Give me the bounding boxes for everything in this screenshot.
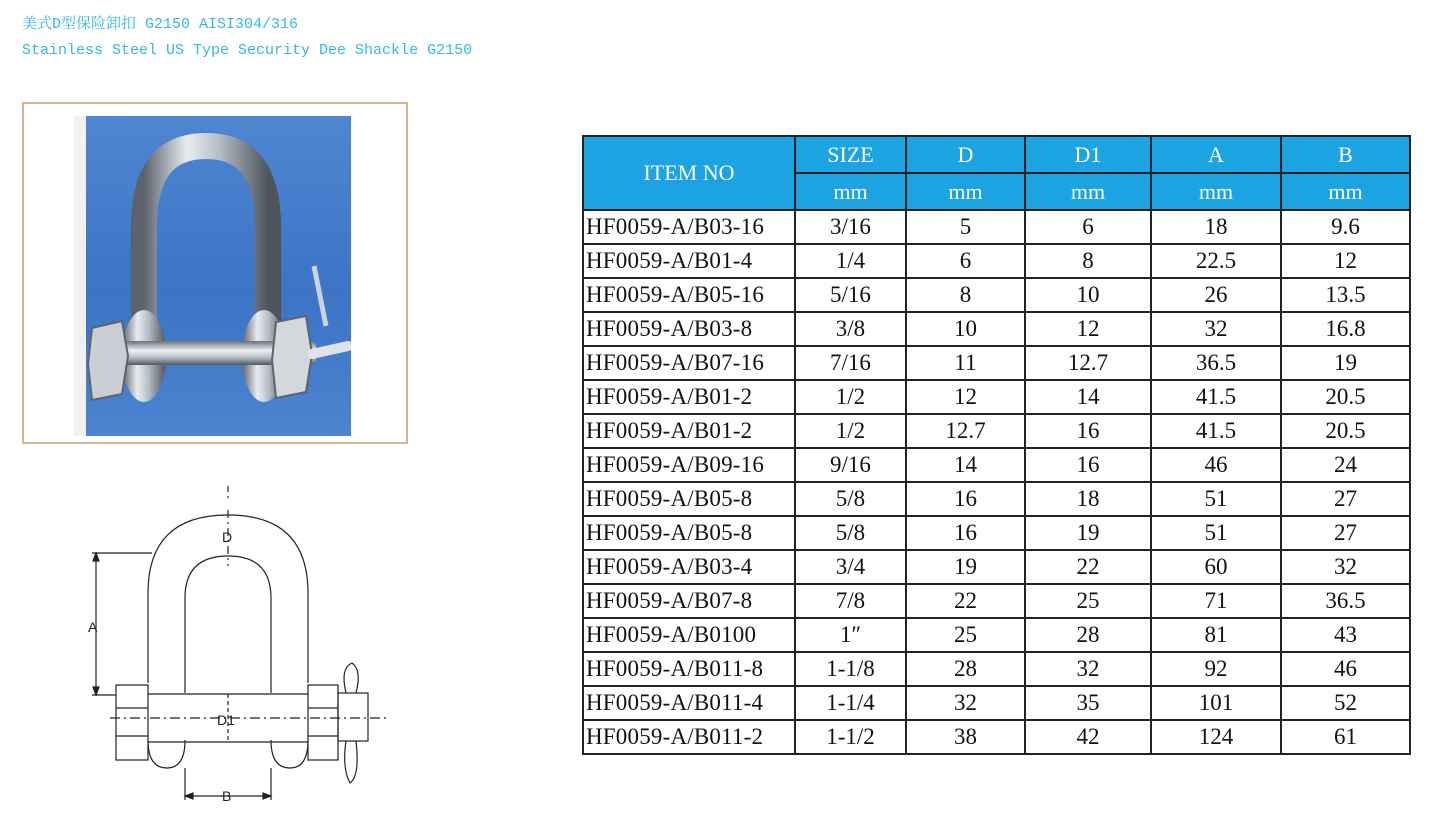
header-item-no: ITEM NO	[583, 136, 795, 210]
cell-item-no: HF0059-A/B03-8	[583, 312, 795, 346]
table-row	[583, 550, 1410, 584]
table-row	[583, 414, 1410, 448]
cell-item-no: HF0059-A/B01-2	[583, 414, 795, 448]
table-row	[583, 312, 1410, 346]
cell-b: 32	[1281, 550, 1410, 584]
table-row	[583, 618, 1410, 652]
cell-item-no: HF0059-A/B05-16	[583, 278, 795, 312]
cell-d: 32	[906, 686, 1025, 720]
cell-size: 3/4	[795, 550, 906, 584]
cell-b: 27	[1281, 516, 1410, 550]
cell-a: 101	[1151, 686, 1281, 720]
cell-size: 7/8	[795, 584, 906, 618]
cell-b: 19	[1281, 346, 1410, 380]
cell-d: 6	[906, 244, 1025, 278]
cell-d1: 35	[1025, 686, 1151, 720]
table-row	[583, 516, 1410, 550]
cell-item-no: HF0059-A/B011-8	[583, 652, 795, 686]
cell-item-no: HF0059-A/B011-4	[583, 686, 795, 720]
cell-size: 1-1/8	[795, 652, 906, 686]
cell-b: 27	[1281, 482, 1410, 516]
cell-item-no: HF0059-A/B01-2	[583, 380, 795, 414]
cell-b: 24	[1281, 448, 1410, 482]
title-block	[22, 12, 472, 64]
cell-size: 5/8	[795, 482, 906, 516]
cell-size: 5/8	[795, 516, 906, 550]
cell-d1: 22	[1025, 550, 1151, 584]
title-chinese: 美式D型保险卸扣 G2150 AISI304/316	[22, 16, 299, 33]
cell-d: 16	[906, 516, 1025, 550]
cell-size: 9/16	[795, 448, 906, 482]
unit-size: mm	[795, 173, 906, 210]
cell-size: 1/4	[795, 244, 906, 278]
cell-item-no: HF0059-A/B0100	[583, 618, 795, 652]
cell-a: 46	[1151, 448, 1281, 482]
cell-b: 46	[1281, 652, 1410, 686]
table-row	[583, 482, 1410, 516]
table-row	[583, 278, 1410, 312]
cell-d1: 8	[1025, 244, 1151, 278]
cell-size: 1-1/4	[795, 686, 906, 720]
cell-b: 43	[1281, 618, 1410, 652]
table-row	[583, 210, 1410, 244]
cell-d: 19	[906, 550, 1025, 584]
cell-b: 12	[1281, 244, 1410, 278]
spec-table-container	[582, 135, 1411, 755]
cell-b: 20.5	[1281, 414, 1410, 448]
cell-b: 36.5	[1281, 584, 1410, 618]
cell-b: 9.6	[1281, 210, 1410, 244]
cell-d1: 32	[1025, 652, 1151, 686]
cell-item-no: HF0059-A/B07-8	[583, 584, 795, 618]
table-row	[583, 448, 1410, 482]
cell-b: 20.5	[1281, 380, 1410, 414]
cell-d: 12	[906, 380, 1025, 414]
cell-d: 10	[906, 312, 1025, 346]
cell-a: 18	[1151, 210, 1281, 244]
unit-a: mm	[1151, 173, 1281, 210]
cell-d1: 6	[1025, 210, 1151, 244]
cell-d: 11	[906, 346, 1025, 380]
cell-a: 81	[1151, 618, 1281, 652]
title-english: Stainless Steel US Type Security Dee Shackle G2150	[22, 42, 473, 59]
cell-b: 16.8	[1281, 312, 1410, 346]
cell-a: 60	[1151, 550, 1281, 584]
cell-a: 124	[1151, 720, 1281, 754]
label-b: B	[222, 788, 232, 804]
cell-a: 71	[1151, 584, 1281, 618]
cell-d1: 16	[1025, 414, 1151, 448]
cell-size: 3/8	[795, 312, 906, 346]
cell-a: 92	[1151, 652, 1281, 686]
cell-d: 5	[906, 210, 1025, 244]
cell-item-no: HF0059-A/B05-8	[583, 516, 795, 550]
cell-d: 8	[906, 278, 1025, 312]
product-photo	[22, 102, 408, 444]
table-row	[583, 720, 1410, 754]
header-d: D	[906, 136, 1025, 173]
cell-item-no: HF0059-A/B01-4	[583, 244, 795, 278]
header-size: SIZE	[795, 136, 906, 173]
cell-a: 41.5	[1151, 414, 1281, 448]
cell-d1: 16	[1025, 448, 1151, 482]
cell-b: 52	[1281, 686, 1410, 720]
cell-item-no: HF0059-A/B09-16	[583, 448, 795, 482]
cell-a: 51	[1151, 482, 1281, 516]
spec-table-header	[583, 136, 1410, 210]
cell-item-no: HF0059-A/B03-4	[583, 550, 795, 584]
cell-item-no: HF0059-A/B011-2	[583, 720, 795, 754]
table-row	[583, 584, 1410, 618]
cell-a: 22.5	[1151, 244, 1281, 278]
cell-d: 14	[906, 448, 1025, 482]
unit-d1: mm	[1025, 173, 1151, 210]
cell-d1: 28	[1025, 618, 1151, 652]
cell-item-no: HF0059-A/B07-16	[583, 346, 795, 380]
table-row	[583, 244, 1410, 278]
cell-a: 32	[1151, 312, 1281, 346]
spec-table-body	[583, 210, 1410, 754]
cell-d: 22	[906, 584, 1025, 618]
dimension-diagram	[70, 478, 400, 808]
table-row	[583, 380, 1410, 414]
cell-d1: 10	[1025, 278, 1151, 312]
cell-a: 41.5	[1151, 380, 1281, 414]
cell-d1: 18	[1025, 482, 1151, 516]
label-a: A	[88, 619, 98, 635]
cell-d1: 14	[1025, 380, 1151, 414]
cell-b: 13.5	[1281, 278, 1410, 312]
cell-d1: 42	[1025, 720, 1151, 754]
unit-d: mm	[906, 173, 1025, 210]
photo-background	[86, 116, 351, 436]
cell-d: 38	[906, 720, 1025, 754]
header-a: A	[1151, 136, 1281, 173]
cell-d1: 19	[1025, 516, 1151, 550]
table-row	[583, 346, 1410, 380]
cell-size: 1/2	[795, 380, 906, 414]
header-b: B	[1281, 136, 1410, 173]
cell-size: 3/16	[795, 210, 906, 244]
cell-size: 5/16	[795, 278, 906, 312]
cell-size: 7/16	[795, 346, 906, 380]
shackle-photo-illustration	[86, 116, 351, 436]
cell-b: 61	[1281, 720, 1410, 754]
cell-a: 51	[1151, 516, 1281, 550]
cell-d: 25	[906, 618, 1025, 652]
unit-b: mm	[1281, 173, 1410, 210]
shackle-technical-drawing	[70, 478, 400, 813]
cell-d1: 12.7	[1025, 346, 1151, 380]
cell-size: 1″	[795, 618, 906, 652]
cell-d: 16	[906, 482, 1025, 516]
cell-d: 28	[906, 652, 1025, 686]
label-d1: D1	[217, 712, 235, 728]
table-row	[583, 686, 1410, 720]
table-row	[583, 652, 1410, 686]
cell-a: 26	[1151, 278, 1281, 312]
header-d1: D1	[1025, 136, 1151, 173]
cell-size: 1-1/2	[795, 720, 906, 754]
label-d: D	[222, 529, 233, 545]
cell-d1: 12	[1025, 312, 1151, 346]
cell-a: 36.5	[1151, 346, 1281, 380]
cell-size: 1/2	[795, 414, 906, 448]
cell-item-no: HF0059-A/B05-8	[583, 482, 795, 516]
cell-d1: 25	[1025, 584, 1151, 618]
cell-d: 12.7	[906, 414, 1025, 448]
cell-item-no: HF0059-A/B03-16	[583, 210, 795, 244]
spec-table	[582, 135, 1411, 755]
